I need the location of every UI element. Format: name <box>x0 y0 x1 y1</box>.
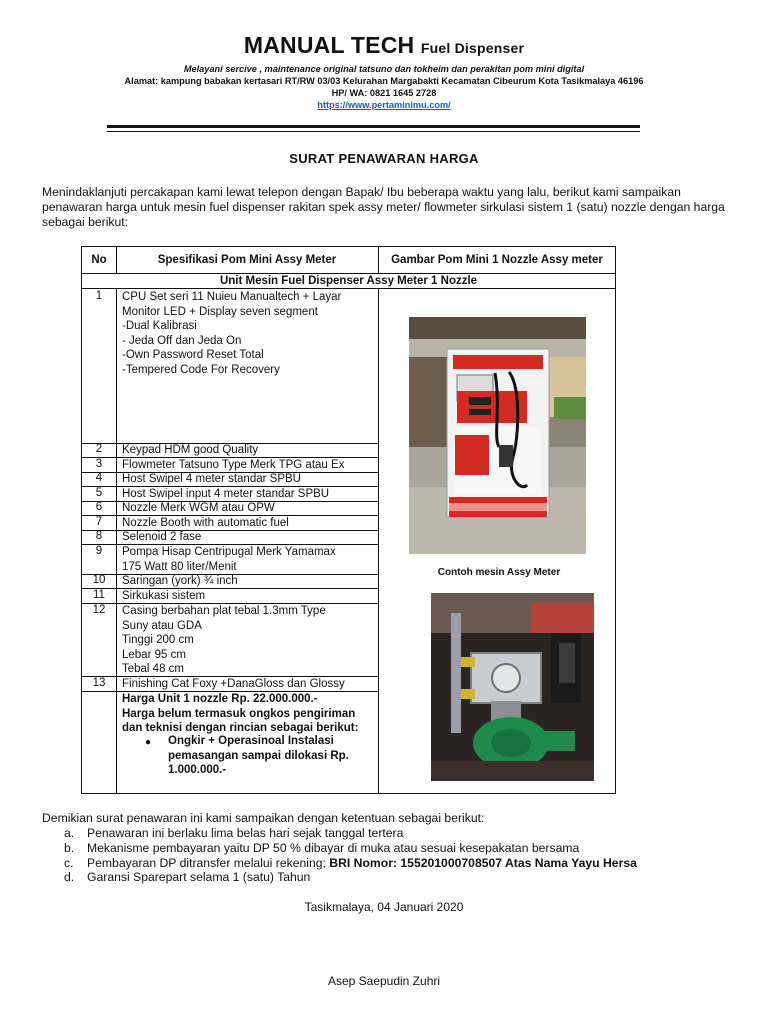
spec-line: - Jeda Off dan Jeda On <box>122 334 242 347</box>
website-link[interactable]: https://www.pertaminimu.com/ <box>317 100 451 110</box>
services-line: Melayani sercive , maintenance original tatsuno dan tokheim dan perakitan pom mini digital <box>183 64 585 74</box>
header-divider-thin <box>107 131 640 132</box>
intro-paragraph: Menindaklanjuti percakapan kami lewat telepon dengan Bapak/ Ibu beberapa waktu yang lalu, berikut kami sampaikan penawaran harga untuk mesin fuel dispenser rakitan spek assy meter/ flowmeter sirkulasi sistem 1 (satu) nozzle dengan harga sebagai berikut: <box>42 185 725 229</box>
place-date: Tasikmalaya, 04 Januari 2020 <box>304 900 464 914</box>
price-block <box>122 692 382 736</box>
spec-line: -Dual Kalibrasi <box>122 320 197 332</box>
row-spec: Nozzle Booth with automatic fuel <box>122 517 289 529</box>
phone-line: HP/ WA: 0821 1645 2728 <box>331 88 437 98</box>
price-offer-table <box>81 246 616 794</box>
spec-line: CPU Set seri 11 Nuieu Manualtech + Layar <box>122 291 342 303</box>
brand-subtitle: Fuel Dispenser <box>420 40 525 56</box>
term-text <box>87 856 637 871</box>
row-number: 9 <box>95 545 103 557</box>
dispenser-photo-drawing <box>409 317 586 554</box>
row-number: 11 <box>93 589 105 601</box>
company-name <box>0 30 768 63</box>
row-spec <box>122 290 382 377</box>
row-spec: Host Swipel input 4 meter standar SPBU <box>122 488 330 500</box>
term-text: Garansi Sparepart selama 1 (satu) Tahun <box>87 870 311 885</box>
row-number: 4 <box>95 472 103 484</box>
row-spec: Keypad HDM good Quality <box>122 444 259 456</box>
row-spec: Finishing Cat Foxy +DanaGloss dan Glossy <box>122 678 345 690</box>
row-spec: Selenoid 2 fase <box>122 531 202 543</box>
term-text: Mekanisme pembayaran yaitu DP 50 % dibayar di muka atau sesuai kesepakatan bersama <box>87 840 580 855</box>
row-number: 13 <box>92 677 106 689</box>
row-number: 3 <box>95 458 103 470</box>
row-spec: Flowmeter Tatsuno Type Merk TPG atau Ex <box>122 459 345 471</box>
list-item <box>64 826 744 841</box>
spec-line: 175 Watt 80 liter/Menit <box>122 560 237 573</box>
row-spec: Sirkukasi sistem <box>122 590 206 602</box>
price-line: Harga Unit 1 nozzle Rp. 22.000.000.- <box>122 693 318 705</box>
term-marker: a. <box>64 826 75 840</box>
row-spec <box>122 604 382 677</box>
row-number: 1 <box>95 290 103 302</box>
letterhead <box>0 30 768 111</box>
row-number: 6 <box>95 501 103 513</box>
row-number: 5 <box>95 487 103 499</box>
shipping-line: Ongkir + Operasinoal Instalasi <box>168 735 334 747</box>
spec-line: Tebal 48 cm <box>122 663 185 675</box>
bullet-marker: ● <box>145 737 152 748</box>
signer-name: Asep Saepudin Zuhri <box>327 974 441 988</box>
price-line: dan teknisi dengan rincian sebagai berikut: <box>122 722 359 734</box>
section-title: Unit Mesin Fuel Dispenser Assy Meter 1 Nozzle <box>219 275 478 287</box>
term-marker: c. <box>64 855 74 870</box>
term-text-plain: Pembayaran DP ditransfer melalui rekening; <box>87 855 330 870</box>
header-image: Gambar Pom Mini 1 Nozzle Assy meter <box>391 254 603 266</box>
row-spec: Host Swipel 4 meter standar SPBU <box>122 473 301 485</box>
spec-line: Suny atau GDA <box>122 619 202 632</box>
spec-line: Monitor LED + Display seven segment <box>122 305 318 318</box>
header-no: No <box>91 254 107 266</box>
bank-account: BRI Nomor: 155201000708507 Atas Nama Yayu Hersa <box>329 855 637 870</box>
closing-paragraph: Demikian surat penawaran ini kami sampaikan dengan ketentuan sebagai berikut: <box>42 811 485 825</box>
spec-line: Casing berbahan plat tebal 1.3mm Type <box>122 605 326 617</box>
assy-meter-photo-drawing <box>431 593 594 781</box>
term-marker: b. <box>64 840 75 855</box>
price-line: Harga belum termasuk ongkos pengiriman <box>122 707 356 720</box>
spec-line: -Tempered Code For Recovery <box>122 363 280 376</box>
col-divider <box>116 288 117 793</box>
row-number: 7 <box>95 516 103 528</box>
shipping-note <box>168 734 378 778</box>
list-item <box>64 841 744 856</box>
list-item <box>64 870 744 885</box>
row-number: 8 <box>95 530 103 542</box>
document-title: SURAT PENAWARAN HARGA <box>289 151 479 166</box>
row-spec: Nozzle Merk WGM atau OPW <box>122 502 275 514</box>
col-divider <box>378 247 379 273</box>
assy-meter-photo <box>431 593 594 781</box>
term-marker: d. <box>64 870 75 885</box>
row-divider <box>82 288 615 289</box>
shipping-line: pemasangan sampai dilokasi Rp. <box>168 749 349 762</box>
term-text: Penawaran ini berlaku lima belas hari sejak tanggal tertera <box>87 826 404 840</box>
address-line: Alamat: kampung babakan kertasari RT/RW 03/03 Kelurahan Margabakti Kecamatan Cibeurum Kota Tasikmalaya 46196 <box>124 76 644 86</box>
col-divider <box>116 247 117 273</box>
spec-line: -Own Password Reset Total <box>122 349 264 361</box>
spec-line: Tinggi 200 cm <box>122 634 194 646</box>
terms-list <box>64 826 744 885</box>
row-spec: Saringan (york) ¾ inch <box>122 575 238 587</box>
header-spec: Spesifikasi Pom Mini Assy Meter <box>157 254 337 266</box>
row-number: 2 <box>95 443 103 455</box>
header-divider-thick <box>107 125 640 128</box>
row-number: 10 <box>92 574 106 586</box>
brand-title: MANUAL TECH <box>243 32 415 58</box>
dispenser-photo <box>409 317 586 554</box>
row-number: 12 <box>92 604 106 616</box>
row-spec <box>122 545 382 574</box>
spec-line: Pompa Hisap Centripugal Merk Yamamax <box>122 546 336 558</box>
photo-caption: Contoh mesin Assy Meter <box>437 567 561 578</box>
list-item <box>64 856 744 871</box>
shipping-line: 1.000.000.- <box>168 764 227 776</box>
spec-line: Lebar 95 cm <box>122 648 186 661</box>
